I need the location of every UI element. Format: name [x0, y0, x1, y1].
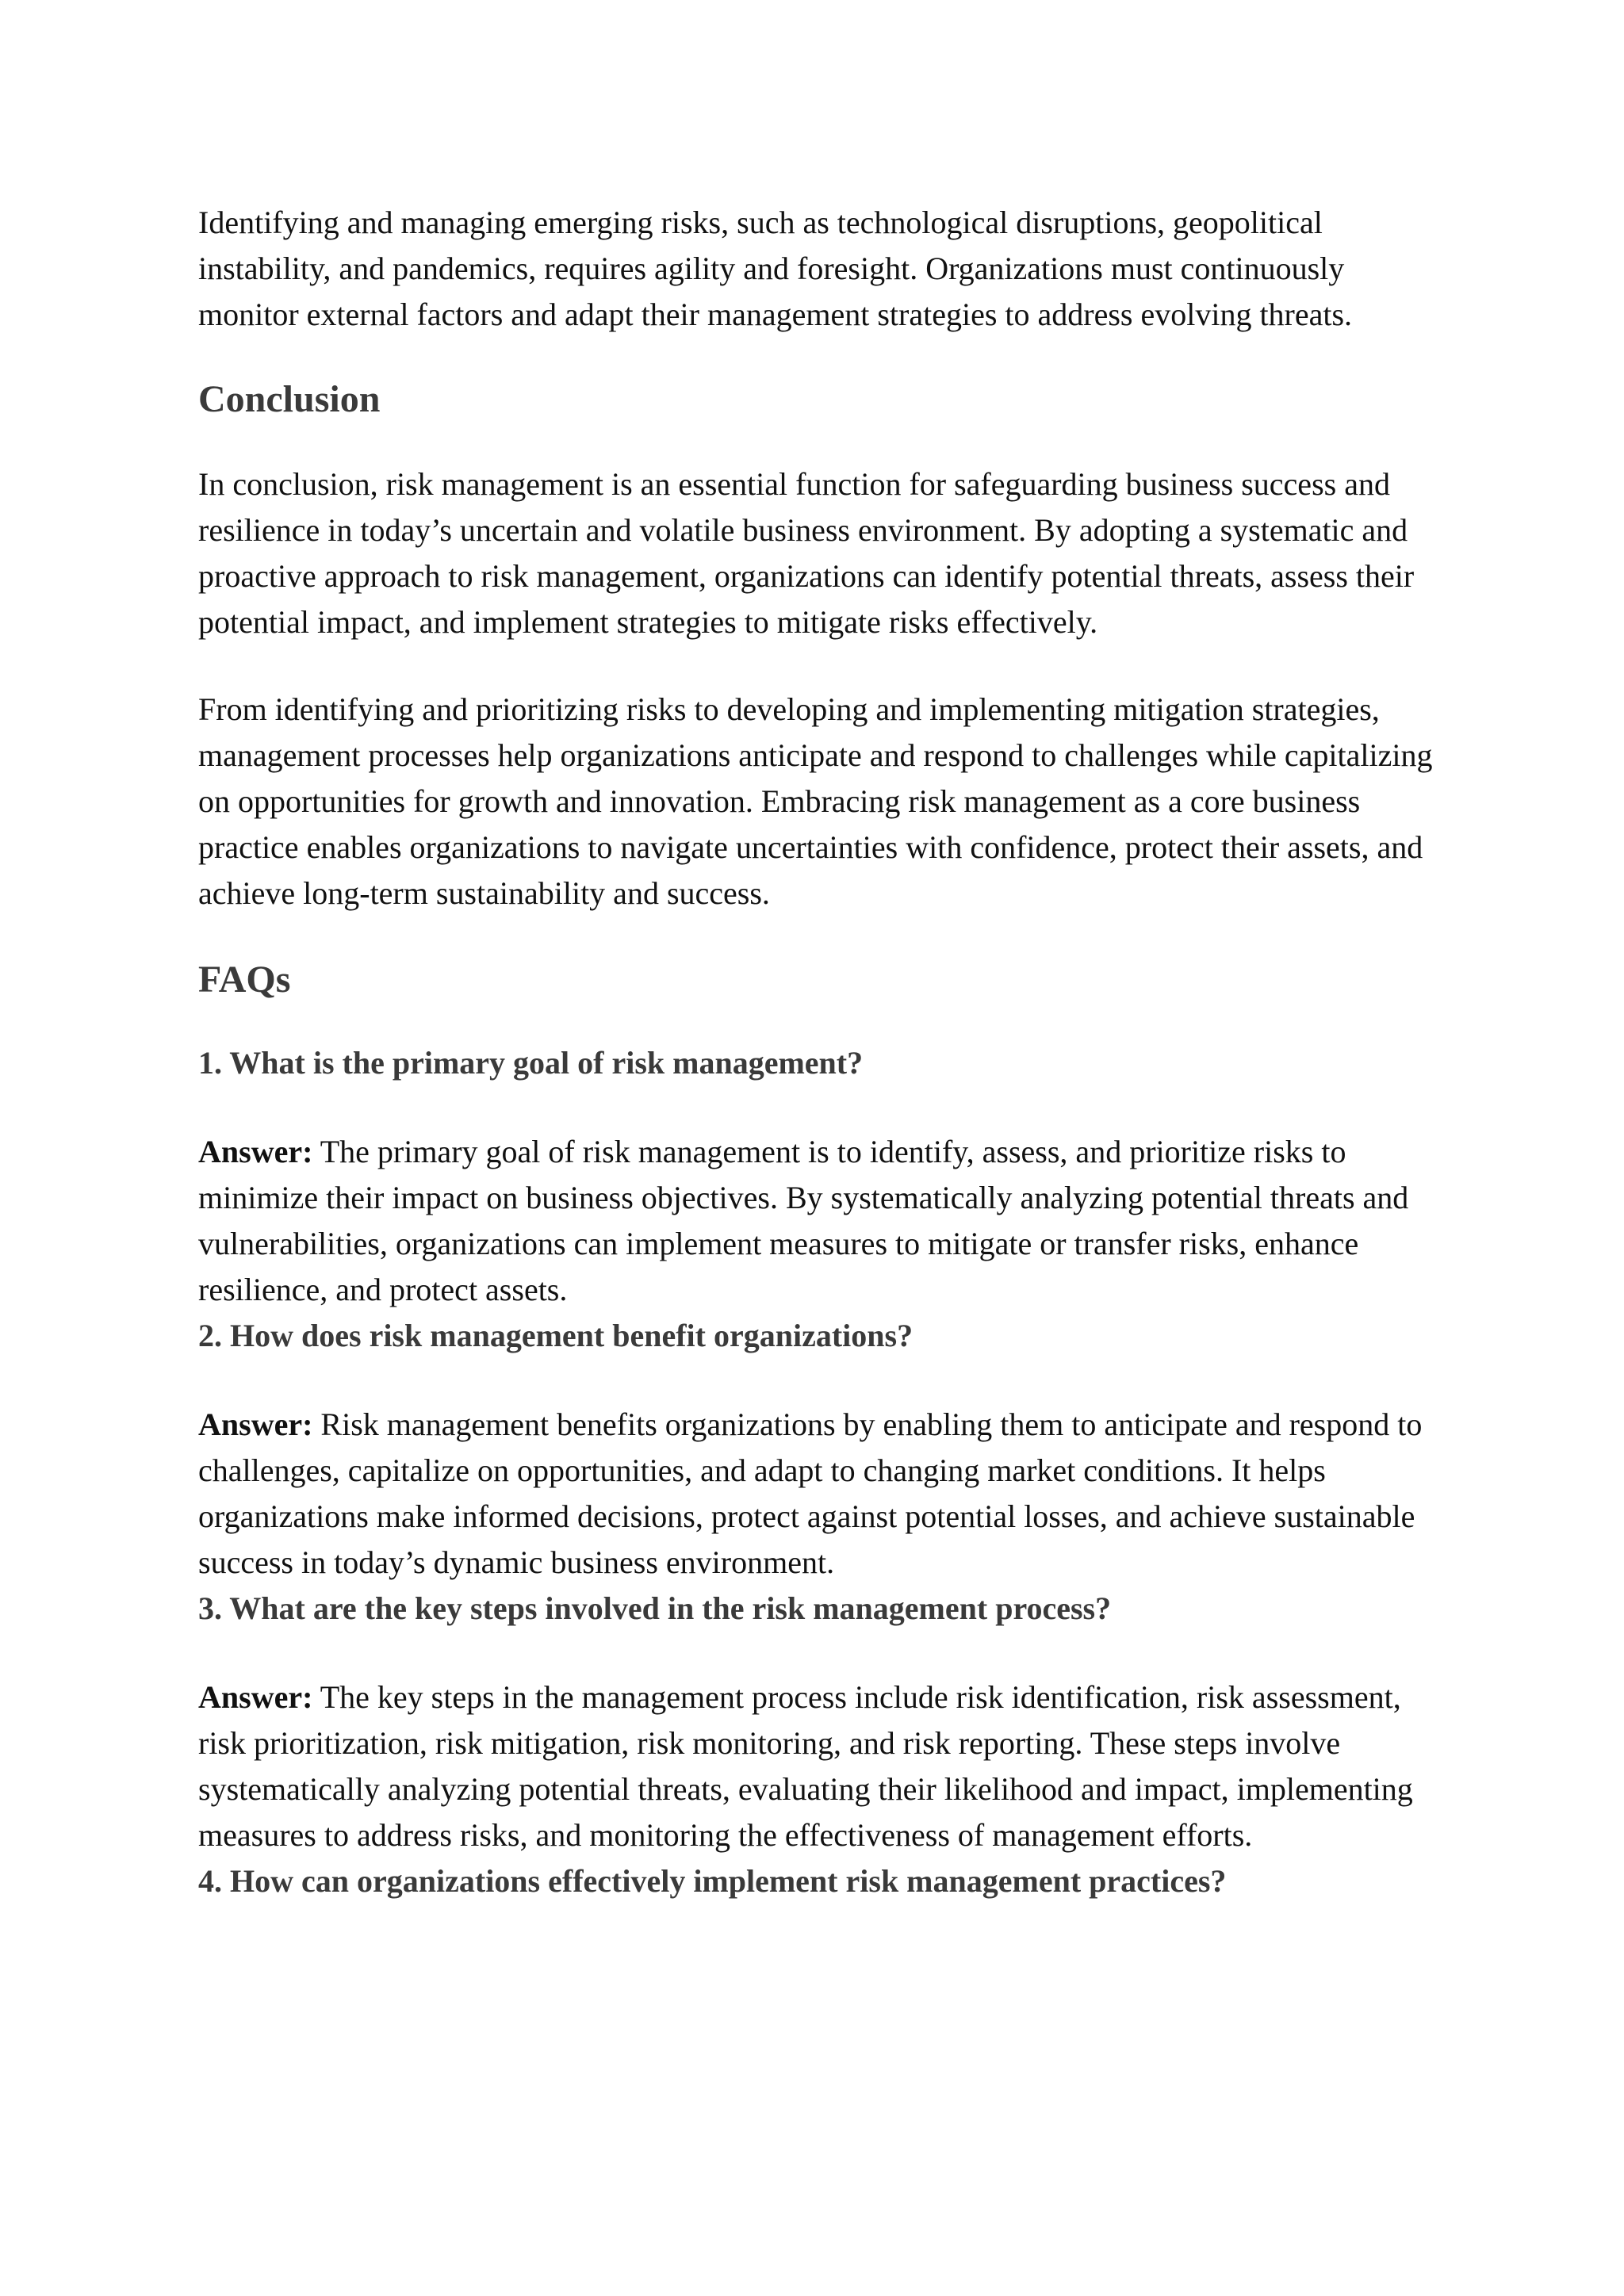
answer-text: The primary goal of risk management is to identify, assess, and prioritize risks to minimize their impact on business objectives. By systematically analyzing potential threats and vulnerabilities, organizations can implement measures to mitigate or transfer risks, enhance resilience, and protect assets.: [198, 1134, 1409, 1307]
faq-item: [198, 1858, 1443, 1904]
answer-label: Answer:: [198, 1679, 313, 1715]
faq-item: [198, 1040, 1443, 1313]
faq-question-1: 1. What is the primary goal of risk management?: [198, 1045, 864, 1081]
faq-item: [198, 1586, 1443, 1858]
faq-answer-2: [198, 1402, 1443, 1586]
conclusion-paragraph-1: In conclusion, risk management is an essential function for safeguarding business success and resilience in today’s uncertain and volatile business environment. By adopting a systematic and proactive approach to risk management, organizations can identify potential threats, assess their potential impact, and implement strategies to mitigate risks effectively.: [198, 466, 1415, 640]
faq-question-3: 3. What are the key steps involved in the risk management process?: [198, 1590, 1112, 1626]
faq-question-2: 2. How does risk management benefit organizations?: [198, 1318, 914, 1353]
answer-text: Risk management benefits organizations by enabling them to anticipate and respond to challenges, capitalize on opportunities, and adapt to changing market conditions. It helps organizations make informed decisions, protect against potential losses, and achieve sustainable success in today’s dynamic business environment.: [198, 1406, 1423, 1580]
faqs-heading: FAQs: [198, 959, 291, 1001]
answer-label: Answer:: [198, 1406, 313, 1442]
answer-label: Answer:: [198, 1134, 313, 1169]
conclusion-heading: Conclusion: [198, 378, 381, 420]
faq-answer-3: [198, 1674, 1443, 1858]
faq-answer-1: [198, 1129, 1443, 1313]
faq-question-4: 4. How can organizations effectively implement risk management practices?: [198, 1863, 1227, 1899]
answer-text: The key steps in the management process include risk identification, risk assessment, risk prioritization, risk mitigation, risk monitoring, and risk reporting. These steps involve systematically analyzing potential threats, evaluating their likelihood and impact, implementing measures to address risks, and monitoring the effectiveness of management efforts.: [198, 1679, 1413, 1853]
faq-item: [198, 1313, 1443, 1586]
conclusion-paragraph-2: From identifying and prioritizing risks to developing and implementing mitigation strategies, management processes help organizations anticipate and respond to challenges while capitalizing on opportunities for growth and innovation. Embracing risk management as a core business practice enables organizations to navigate uncertainties with confidence, protect their assets, and achieve long-term sustainability and success.: [198, 691, 1433, 911]
intro-paragraph: Identifying and managing emerging risks, such as technological disruptions, geopolitical instability, and pandemics, requires agility and foresight. Organizations must continuously monitor external factors and adapt their management strategies to address evolving threats.: [198, 205, 1353, 332]
document-page: [198, 200, 1443, 1904]
